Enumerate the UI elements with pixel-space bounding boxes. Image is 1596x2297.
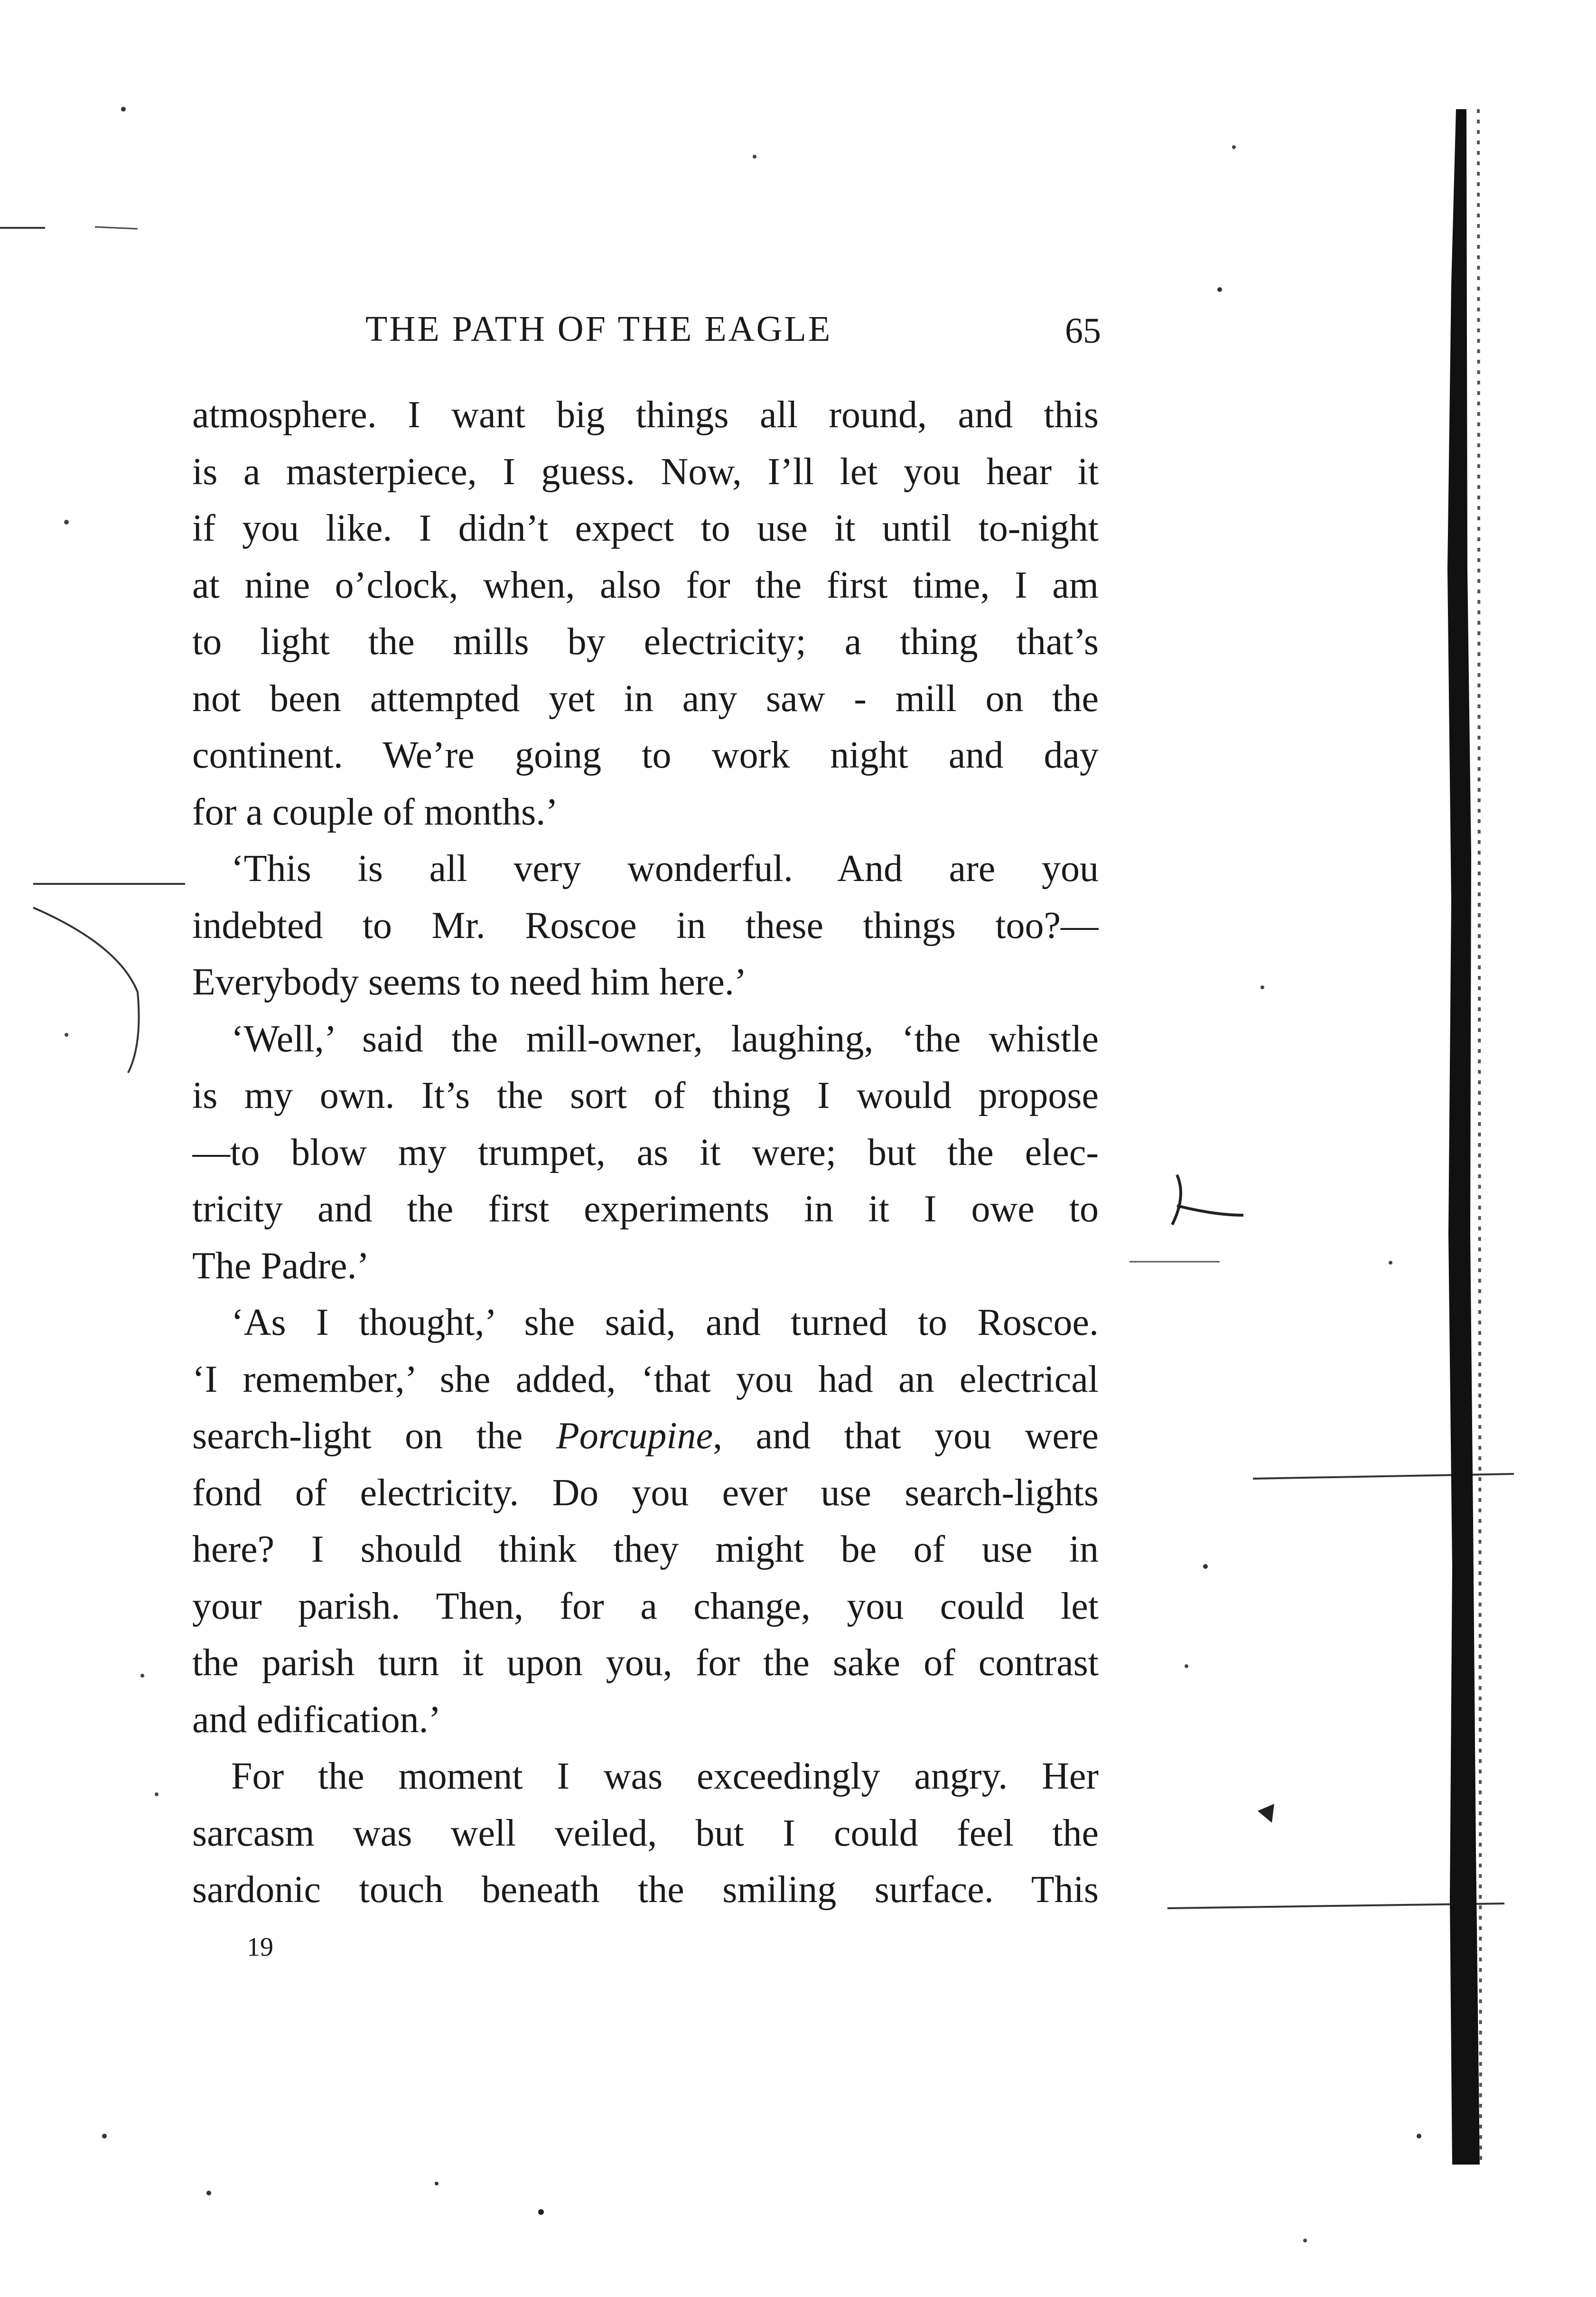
page-number: 65 — [1065, 311, 1101, 351]
scan-speck — [121, 107, 126, 112]
scan-speck — [1217, 287, 1222, 292]
scan-speck — [538, 2209, 544, 2215]
text-segment: , and that you were — [713, 1415, 1099, 1457]
text-line — [192, 1408, 1099, 1465]
text-line: sarcasm was well veiled, but I could feel the — [192, 1812, 1099, 1854]
scan-speck — [65, 1033, 68, 1037]
text-line: is a masterpiece, I guess. Now, I’ll let you hear it — [192, 450, 1099, 493]
text-line: the parish turn it upon you, for the sake of contrast — [192, 1642, 1099, 1684]
scan-speck — [155, 1792, 159, 1796]
running-title: THE PATH OF THE EAGLE — [365, 309, 832, 349]
margin-bracket — [33, 908, 139, 1073]
text-line: —to blow my trumpet, as it were; but the elec- — [192, 1131, 1099, 1173]
scan-speck — [140, 1674, 144, 1678]
text-line: not been attempted yet in any saw - mill on the — [192, 677, 1099, 720]
ship-name-italic: Porcupine — [556, 1415, 713, 1457]
text-line: sardonic touch beneath the smiling surface. This — [192, 1869, 1099, 1911]
scan-speck — [1258, 1804, 1274, 1823]
margin-stroke — [1167, 1903, 1504, 1908]
scan-speck — [1185, 1664, 1188, 1668]
scan-speck — [435, 2182, 439, 2185]
text-line: ‘I remember,’ she added, ‘that you had an electrical — [192, 1358, 1099, 1400]
text-line: The Padre.’ — [192, 1245, 370, 1287]
running-head — [190, 309, 1101, 361]
text-line: Everybody seems to need him here.’ — [192, 961, 747, 1003]
margin-stroke — [1253, 1474, 1514, 1479]
scan-speck — [1203, 1564, 1208, 1569]
text-line: is my own. It’s the sort of thing I would propose — [192, 1075, 1099, 1116]
text-line: your parish. Then, for a change, you could let — [192, 1585, 1099, 1627]
binding-shadow — [1447, 109, 1480, 2165]
text-line: For the moment I was exceedingly angry. Her — [231, 1755, 1099, 1797]
text-line: ‘This is all very wonderful. And are you — [231, 848, 1099, 890]
text-line: and edification.’ — [192, 1698, 441, 1741]
scan-speck — [1260, 985, 1264, 989]
scan-speck — [753, 155, 756, 159]
text-line: to light the mills by electricity; a thing that’s — [192, 621, 1099, 663]
scan-speck — [1389, 1261, 1392, 1265]
text-line: ‘Well,’ said the mill-owner, laughing, ‘the whistle — [231, 1018, 1099, 1060]
text-line: at nine o’clock, when, also for the first time, I am — [192, 564, 1099, 606]
text-line: continent. We’re going to work night and day — [192, 734, 1099, 776]
text-line: atmosphere. I want big things all round, and this — [192, 394, 1099, 436]
binding-speckle — [1478, 109, 1481, 2165]
text-line: fond of electricity. Do you ever use search-lights — [192, 1472, 1099, 1514]
scan-speck — [64, 520, 69, 525]
scan-speck — [206, 2191, 211, 2195]
text-line: for a couple of months.’ — [192, 791, 558, 833]
text-line: indebted to Mr. Roscoe in these things too?— — [192, 904, 1099, 947]
text-line: here? I should think they might be of use in — [192, 1528, 1099, 1570]
text-line: ‘As I thought,’ she said, and turned to Roscoe. — [231, 1302, 1099, 1343]
scan-speck — [1417, 2134, 1421, 2138]
margin-mark — [1172, 1175, 1243, 1225]
scan-speck — [102, 2134, 107, 2138]
signature-mark: 19 — [247, 1932, 273, 1962]
margin-stroke — [95, 227, 138, 229]
text-segment: search-light on the — [192, 1415, 556, 1457]
text-line: if you like. I didn’t expect to use it until to-night — [192, 507, 1099, 549]
scan-speck — [1303, 2239, 1307, 2242]
body-text — [192, 387, 1099, 1919]
scan-speck — [1232, 145, 1236, 149]
text-line: tricity and the first experiments in it I owe to — [192, 1188, 1099, 1230]
